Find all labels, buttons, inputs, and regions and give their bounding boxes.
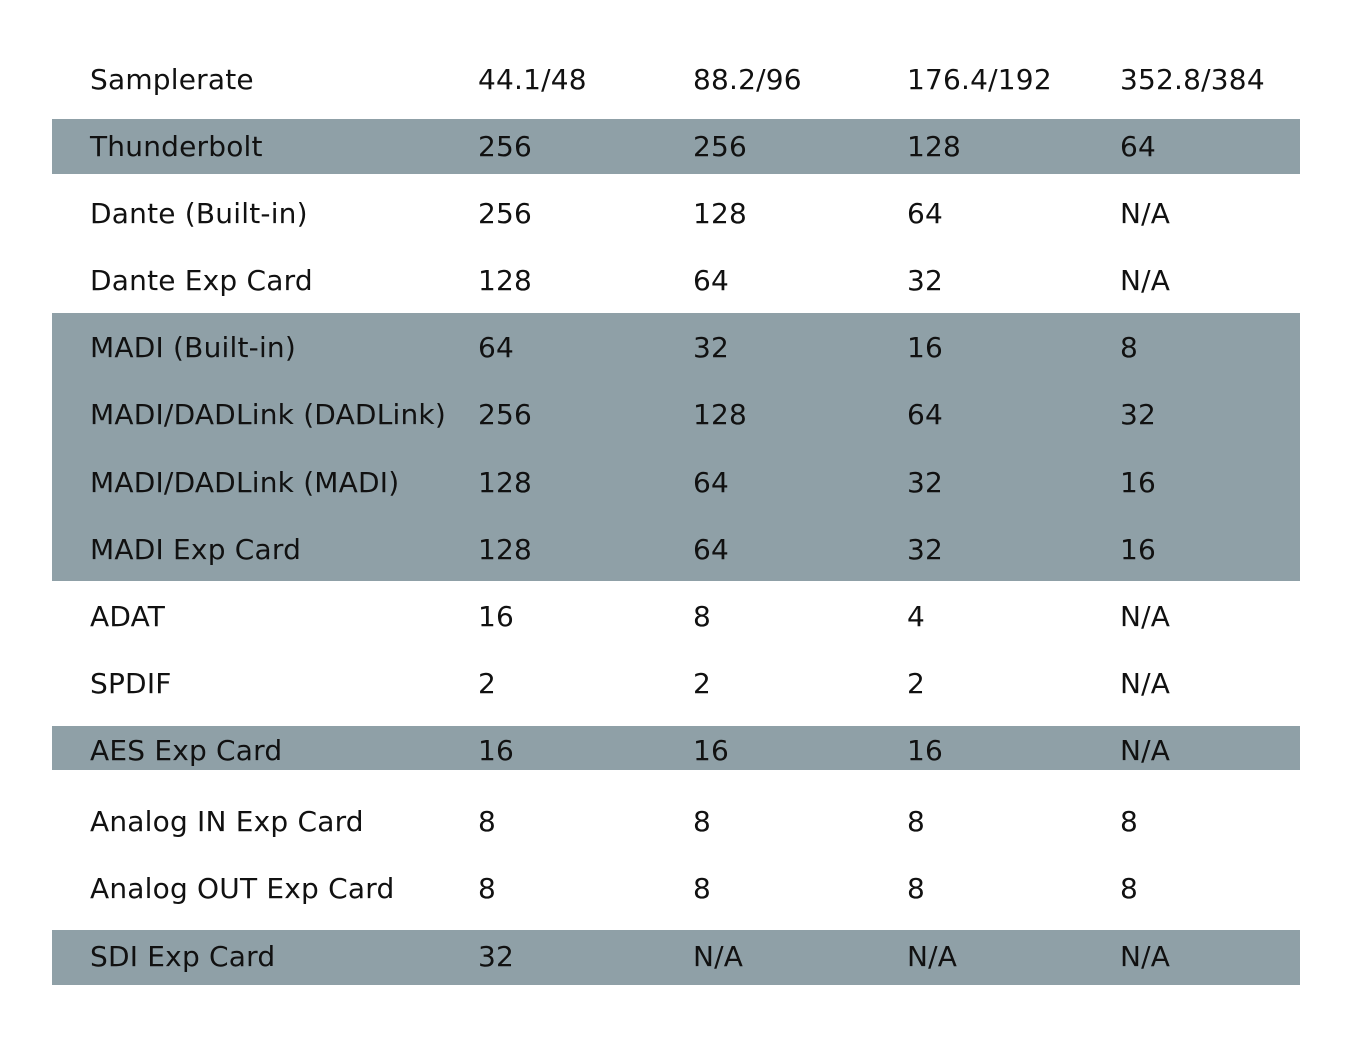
row-value: 256 xyxy=(478,398,533,431)
row-label: Dante Exp Card xyxy=(90,264,313,297)
table-row xyxy=(0,802,1350,842)
table-row xyxy=(0,664,1350,704)
row-value: 64 xyxy=(1120,130,1157,163)
header-176-192: 176.4/192 xyxy=(907,63,1052,96)
row-value: 32 xyxy=(478,940,515,973)
row-value: 8 xyxy=(1120,805,1139,838)
table-row xyxy=(0,731,1350,771)
row-value: 8 xyxy=(693,872,712,905)
row-value: 32 xyxy=(907,264,944,297)
header-88-96: 88.2/96 xyxy=(693,63,802,96)
table-row xyxy=(0,869,1350,909)
table-row xyxy=(0,194,1350,234)
row-value: 16 xyxy=(907,331,944,364)
row-value: 32 xyxy=(693,331,730,364)
row-value: 8 xyxy=(478,872,497,905)
row-label: MADI Exp Card xyxy=(90,533,302,566)
table-row xyxy=(0,937,1350,977)
row-value: N/A xyxy=(1120,264,1171,297)
row-value: 128 xyxy=(907,130,962,163)
row-value: 64 xyxy=(693,533,730,566)
row-value: 128 xyxy=(693,197,748,230)
row-value: 32 xyxy=(907,533,944,566)
row-label: AES Exp Card xyxy=(90,734,283,767)
row-value: 8 xyxy=(693,805,712,838)
row-label: SPDIF xyxy=(90,667,172,700)
row-value: 128 xyxy=(478,533,533,566)
row-value: 256 xyxy=(693,130,748,163)
row-value: 256 xyxy=(478,197,533,230)
header-44-48: 44.1/48 xyxy=(478,63,587,96)
row-value: 2 xyxy=(478,667,497,700)
header-352-384: 352.8/384 xyxy=(1120,63,1265,96)
row-value: 128 xyxy=(693,398,748,431)
row-value: 16 xyxy=(907,734,944,767)
row-label: ADAT xyxy=(90,600,166,633)
row-value: N/A xyxy=(1120,734,1171,767)
row-value: 64 xyxy=(907,398,944,431)
row-value: N/A xyxy=(1120,600,1171,633)
row-value: 16 xyxy=(1120,466,1157,499)
row-label: Analog OUT Exp Card xyxy=(90,872,395,905)
row-value: N/A xyxy=(907,940,958,973)
table-header-row xyxy=(0,60,1350,100)
row-value: 8 xyxy=(1120,331,1139,364)
table-row xyxy=(0,597,1350,637)
row-value: 16 xyxy=(478,734,515,767)
row-label: Dante (Built-in) xyxy=(90,197,308,230)
row-value: 128 xyxy=(478,264,533,297)
row-value: 64 xyxy=(693,264,730,297)
row-value: 64 xyxy=(907,197,944,230)
row-value: 256 xyxy=(478,130,533,163)
row-value: 2 xyxy=(907,667,926,700)
row-label: Thunderbolt xyxy=(90,130,263,163)
table-row xyxy=(0,395,1350,435)
table-row xyxy=(0,530,1350,570)
row-value: N/A xyxy=(1120,197,1171,230)
table-row xyxy=(0,328,1350,368)
row-label: MADI (Built-in) xyxy=(90,331,296,364)
table-row xyxy=(0,127,1350,167)
row-value: N/A xyxy=(1120,667,1171,700)
row-value: 8 xyxy=(907,805,926,838)
row-value: 8 xyxy=(693,600,712,633)
row-value: 16 xyxy=(1120,533,1157,566)
row-value: 64 xyxy=(693,466,730,499)
row-value: 2 xyxy=(693,667,712,700)
table-row xyxy=(0,261,1350,301)
row-label: MADI/DADLink (DADLink) xyxy=(90,398,446,431)
row-label: Analog IN Exp Card xyxy=(90,805,364,838)
row-value: 32 xyxy=(1120,398,1157,431)
row-label: MADI/DADLink (MADI) xyxy=(90,466,400,499)
row-value: 4 xyxy=(907,600,926,633)
row-value: N/A xyxy=(693,940,744,973)
table-row xyxy=(0,463,1350,503)
row-value: 16 xyxy=(478,600,515,633)
row-label: SDI Exp Card xyxy=(90,940,276,973)
row-value: N/A xyxy=(1120,940,1171,973)
row-value: 32 xyxy=(907,466,944,499)
row-value: 16 xyxy=(693,734,730,767)
row-value: 8 xyxy=(907,872,926,905)
header-samplerate: Samplerate xyxy=(90,63,254,96)
row-value: 8 xyxy=(1120,872,1139,905)
row-value: 64 xyxy=(478,331,515,364)
row-value: 8 xyxy=(478,805,497,838)
row-value: 128 xyxy=(478,466,533,499)
